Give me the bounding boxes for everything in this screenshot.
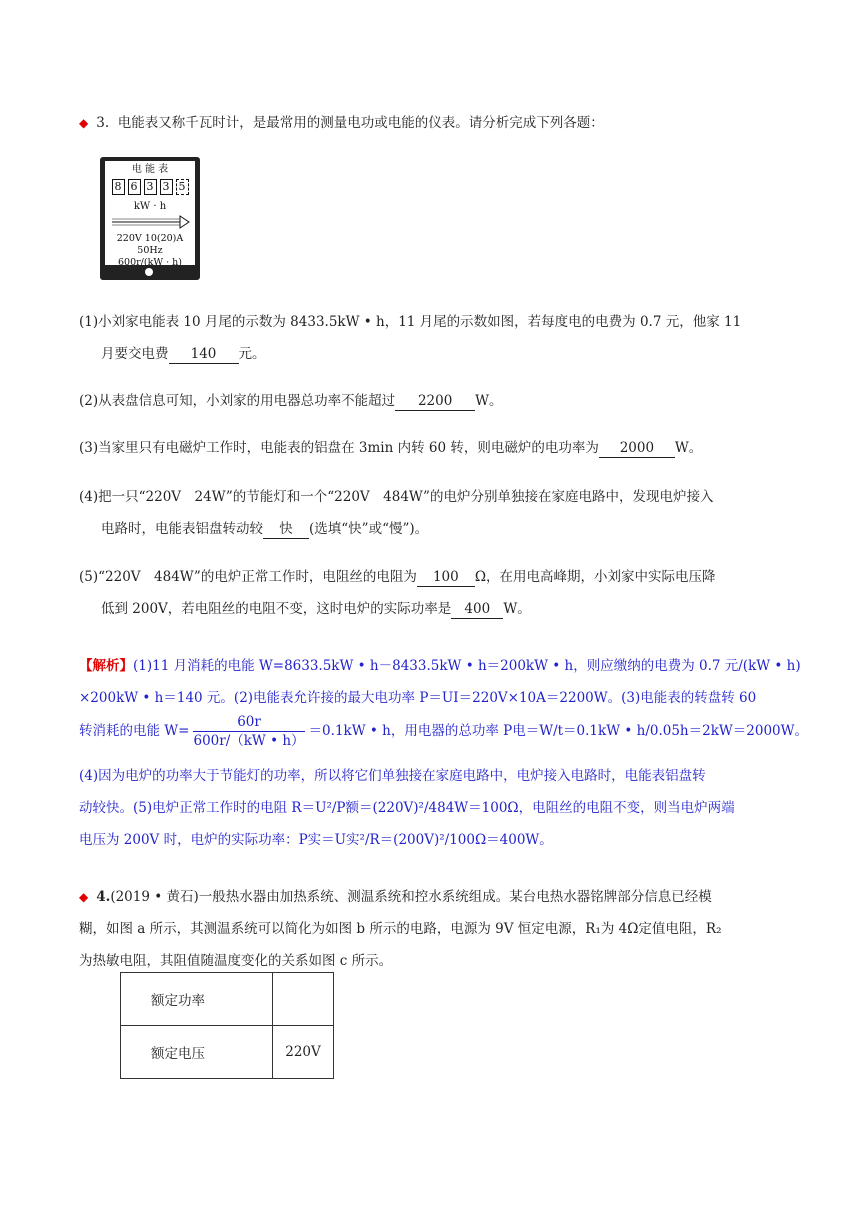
q4-line3: 为热敏电阻，其阻值随温度变化的关系如图 c 所示。 [79,953,393,969]
q3-p5-text: (5)“220V 484W”的电炉正常工作时，电阻丝的电阻为 [79,569,417,585]
analysis-tag: 【解析】 [79,658,133,674]
meter-digit: 3 [144,179,157,195]
q3-p5-line1 [79,567,716,587]
q3-p4-text: 电路时，电能表铝盘转动较 [101,521,263,537]
q3-p4-line2 [101,519,428,539]
table-row [121,1026,334,1079]
analysis-text3: 转消耗的电能 W= [79,723,190,739]
fraction-numerator: 60r [193,713,304,732]
q3-p4-text-end: (选填“快”或“慢”)。 [309,521,429,537]
q3-p1-text-end: 元。 [238,346,266,362]
table-cell-label: 额定功率 [121,973,273,1026]
q3-p5-text2: 低到 200V，若电阻丝的电阻不变，这时电炉的实际功率是 [101,601,452,617]
table-cell-label: 额定电压 [121,1026,273,1079]
q3-p1-line2 [101,344,266,364]
screw-icon [145,268,153,276]
q3-p1-answer: 140 [169,345,239,364]
analysis-text1: (1)11 月消耗的电能 W=8633.5kW • h－8433.5kW • h＝200kW • h，则应缴纳的电费为 0.7 元/(kW • h) [133,658,801,674]
table-row [121,973,334,1026]
meter-spec2: 600r/(kW · h) [118,257,182,268]
q3-p5-answer2: 400 [451,600,503,619]
q3-p5-text-mid: Ω，在用电高峰期，小刘家中实际电压降 [474,569,716,585]
diamond-bullet-icon: ◆ [79,890,89,904]
analysis-line2: ×200kW • h＝140 元。(2)电能表允许接的最大电功率 P＝UI＝220V×10A＝2200W。(3)电能表的转盘转 60 [79,690,757,706]
q3-p3-text: (3)当家里只有电磁炉工作时，电能表的铝盘在 3min 内转 60 转，则电磁炉的电功率为 [79,440,599,456]
q4-number: 4. [96,889,111,905]
analysis-line4: (4)因为电炉的功率大于节能灯的功率，所以将它们单独接在家庭电路中，电炉接入电路时，电能表铝盘转 [79,768,706,784]
diamond-bullet-icon: ◆ [79,116,89,130]
meter-digit: 3 [160,179,173,195]
q4-line2: 糊，如图 a 所示，其测温系统可以简化为如图 b 所示的电路，电源为 9V 恒定电源，R₁为 4Ω定值电阻，R₂ [79,921,722,937]
q3-p3-text-end: W。 [674,440,703,456]
meter-digit: 6 [128,179,141,195]
q3-stem-text: 电能表又称千瓦时计，是最常用的测量电功或电能的仪表。请分析完成下列各题： [117,115,604,131]
analysis-text3-end: ＝0.1kW • h，用电器的总功率 P电＝W/t＝0.1kW • h/0.05h＝2kW＝2000W。 [308,723,808,739]
electric-meter-figure [100,157,200,280]
q3-p2-text: (2)从表盘信息可知，小刘家的用电器总功率不能超过 [79,393,396,409]
rotation-arrow-icon [110,215,190,229]
q3-p5-text-end: W。 [503,601,531,617]
q3-p5-line2 [101,599,531,619]
heater-nameplate-table [120,972,334,1079]
q4-text1: (2019 • 黄石)一般热水器由加热系统、测温系统和控水系统组成。某台电热水器铭牌部分信息已经模 [110,889,712,905]
meter-unit: kW · h [133,201,167,212]
meter-digits [105,179,195,195]
meter-digit: 8 [112,179,125,195]
analysis-line5: 动较快。(5)电炉正常工作时的电阻 R＝U²/P额＝(220V)²/484W＝100Ω，电阻丝的电阻不变，则当电炉两端 [79,800,735,816]
q3-p5-answer1: 100 [417,568,475,587]
q3-number: 3. [96,115,110,131]
analysis-line1 [79,656,801,676]
q4-line1 [79,887,712,907]
table-cell-value [273,973,334,1026]
energy-fraction [193,713,304,750]
fraction-denominator: 600r/（kW • h） [193,733,305,749]
q3-p3-answer: 2000 [599,439,675,458]
q3-p1-line1: (1)小刘家电能表 10 月尾的示数为 8433.5kW • h，11 月尾的示数如图，若每度电的电费为 0.7 元，他家 11 [79,314,742,330]
q3-p2 [79,391,503,411]
q3-p3 [79,438,702,458]
q3-p4-line1: (4)把一只“220V 24W”的节能灯和一个“220V 484W”的电炉分别单独接在家庭电路中，发现电炉接入 [79,489,714,505]
q3-p4-answer: 快 [263,520,309,539]
q3-p2-answer: 2200 [395,392,475,411]
meter-digit-decimal: 5 [176,179,189,195]
meter-spec1: 220V 10(20)A 50Hz [116,233,184,256]
q3-p2-text-end: W。 [475,393,503,409]
meter-title: 电 能 表 [131,164,169,175]
q3-stem [79,113,604,133]
analysis-line6: 电压为 200V 时，电炉的实际功率：P实＝U实²/R＝(200V)²/100Ω＝400W。 [79,832,553,848]
q3-p1-text: 月要交电费 [101,346,169,362]
analysis-line3 [79,712,808,750]
table-cell-value: 220V [273,1026,334,1079]
